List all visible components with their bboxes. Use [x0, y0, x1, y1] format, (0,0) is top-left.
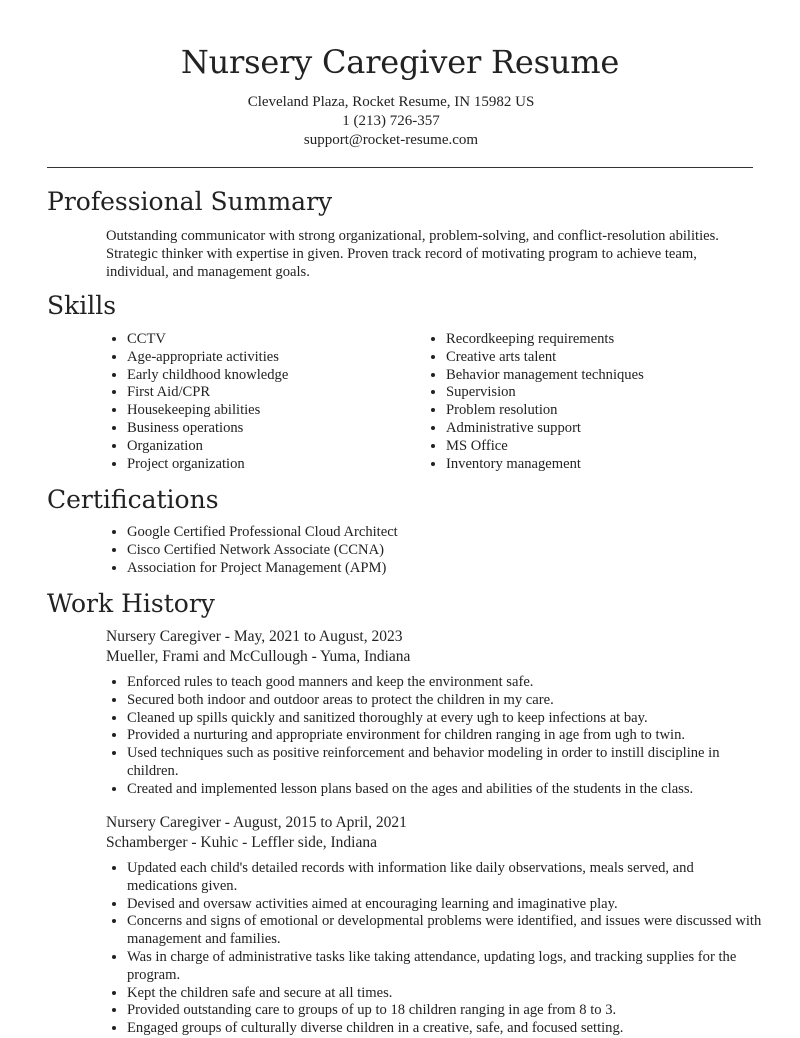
job-bullet: • Kept the children safe and secure at all times.	[127, 985, 767, 1003]
job-bullet: • Updated each child's detailed records with information like daily observations, meals served, and medications given.	[127, 860, 767, 896]
job-bullet: • Enforced rules to teach good manners and keep the environment safe.	[127, 674, 767, 692]
job-bullet: • Provided outstanding care to groups of up to 18 children ranging in age from 8 to 3.	[127, 1002, 767, 1020]
skills-list-left	[106, 331, 427, 473]
skill-item: • CCTV	[127, 331, 427, 349]
certifications-list	[106, 524, 747, 577]
header-divider	[47, 167, 753, 168]
job-bullet: • Engaged groups of culturally diverse children in a creative, safe, and focused setting.	[127, 1020, 767, 1038]
contact-email: support@rocket-resume.com	[303, 132, 479, 148]
skill-item: • Recordkeeping requirements	[446, 331, 766, 349]
resume-title: Nursery Caregiver Resume	[180, 43, 620, 81]
skills-heading: Skills	[47, 291, 117, 320]
contact-block	[0, 93, 782, 150]
certification-item: • Google Certified Professional Cloud Architect	[127, 524, 747, 542]
contact-phone: 1 (213) 726-357	[342, 113, 440, 129]
skill-item: • Creative arts talent	[446, 349, 766, 367]
skills-list-right	[425, 331, 766, 473]
skill-item: • Supervision	[446, 384, 766, 402]
job-bullet: • Was in charge of administrative tasks like taking attendance, updating logs, and tracking supplies for the program.	[127, 949, 767, 985]
skill-item: • Inventory management	[446, 456, 766, 474]
job-bullet: • Secured both indoor and outdoor areas to protect the children in my care.	[127, 692, 767, 710]
summary-text: Outstanding communicator with strong organizational, problem-solving, and conflict-resolution abilities. Strategic thinker with expertise in given. Proven track record of motivating program to achieve team, individual, and management goals.	[106, 228, 719, 280]
skill-item: • Problem resolution	[446, 402, 766, 420]
job-company-line: Schamberger - Kuhic - Leffler side, Indiana	[106, 834, 378, 851]
job-bullets	[106, 674, 767, 799]
contact-address: Cleveland Plaza, Rocket Resume, IN 15982 US	[247, 94, 535, 110]
skill-item: • MS Office	[446, 438, 766, 456]
job-bullet: • Devised and oversaw activities aimed at encouraging learning and imaginative play.	[127, 896, 767, 914]
skill-item: • Business operations	[127, 420, 427, 438]
skill-item: • Organization	[127, 438, 427, 456]
job-bullet: • Cleaned up spills quickly and sanitized thoroughly at every ugh to keep infections at bay.	[127, 710, 767, 728]
job-bullet: • Concerns and signs of emotional or developmental problems were identified, and issues were discussed with management and families.	[127, 913, 767, 949]
certification-item: • Association for Project Management (APM)	[127, 560, 747, 578]
work-history-heading: Work History	[47, 589, 215, 618]
job-title-line: Nursery Caregiver - May, 2021 to August, 2023	[106, 628, 403, 645]
skill-item: • Behavior management techniques	[446, 367, 766, 385]
skill-item: • Housekeeping abilities	[127, 402, 427, 420]
job-bullet: • Created and implemented lesson plans based on the ages and abilities of the students in the class.	[127, 781, 767, 799]
skill-item: • Age-appropriate activities	[127, 349, 427, 367]
job-bullet: • Provided a nurturing and appropriate environment for children ranging in age from ugh to twin.	[127, 727, 767, 745]
skill-item: • First Aid/CPR	[127, 384, 427, 402]
job-bullet: • Used techniques such as positive reinforcement and behavior modeling in order to instill discipline in children.	[127, 745, 767, 781]
job-company-line: Mueller, Frami and McCullough - Yuma, Indiana	[106, 648, 411, 665]
certification-item: • Cisco Certified Network Associate (CCNA)	[127, 542, 747, 560]
job-title-line: Nursery Caregiver - August, 2015 to April, 2021	[106, 814, 407, 831]
certifications-heading: Certifications	[47, 485, 219, 514]
skill-item: • Administrative support	[446, 420, 766, 438]
skill-item: • Project organization	[127, 456, 427, 474]
skill-item: • Early childhood knowledge	[127, 367, 427, 385]
summary-heading: Professional Summary	[47, 187, 333, 216]
job-bullets	[106, 860, 767, 1038]
